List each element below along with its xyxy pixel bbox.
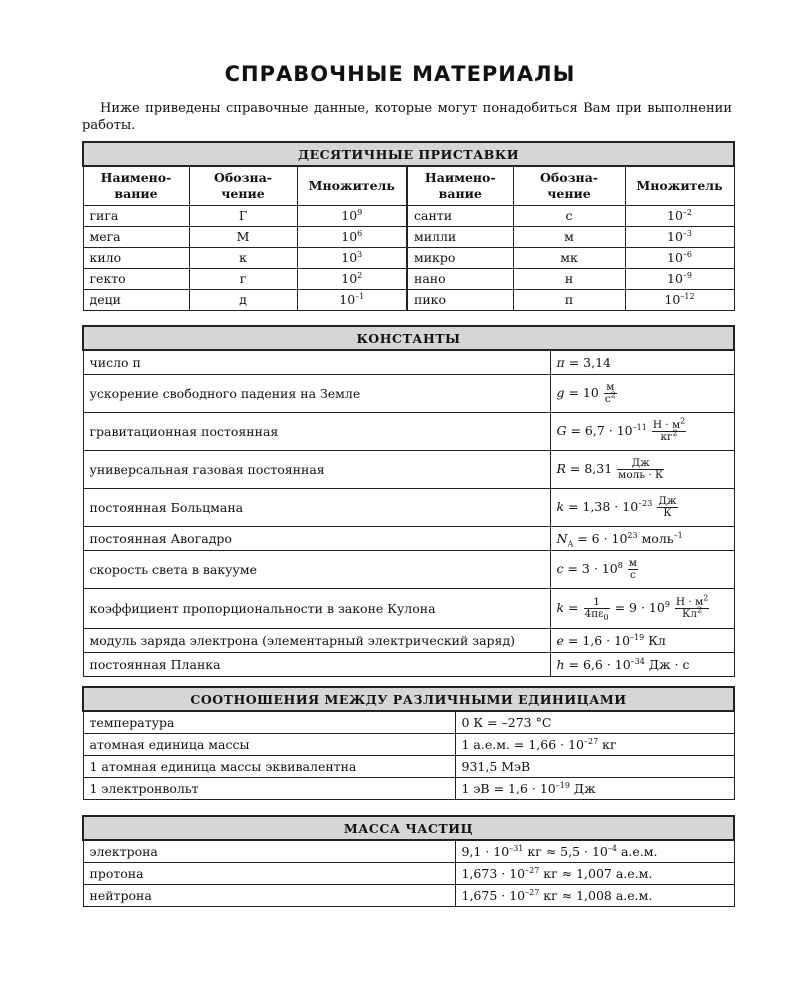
masses-table (82, 815, 735, 907)
constant-row (83, 450, 734, 488)
multiplier-base: 10 (341, 250, 358, 265)
prefix-multiplier (625, 268, 734, 289)
prefix-symbol: М (189, 226, 297, 247)
mass-name: электрона (83, 840, 455, 862)
relation-value: 1 эВ = $1,6 \cdot 10^{-19}$ Дж (455, 777, 734, 799)
mass-value: $9,1 \cdot 10^{-31}$ кг ≈ $5,5 \cdot 10^{-4}$ а.е.м. (455, 840, 734, 862)
constant-row (83, 652, 734, 676)
multiplier-exponent: 9 (357, 207, 363, 217)
prefix-symbol: п (513, 289, 625, 310)
column-header: Обозна- чение (189, 166, 297, 205)
relations-table (82, 686, 735, 800)
relation-name: температура (83, 711, 455, 733)
constant-value: R = 8,31 $\frac{Дж}{\text{моль · К}}$ (550, 450, 734, 488)
constant-row (83, 350, 734, 374)
prefix-name: санти (407, 205, 513, 226)
constants-table (82, 325, 735, 677)
prefixes-heading: ДЕСЯТИЧНЫЕ ПРИСТАВКИ (83, 142, 734, 166)
constant-row (83, 488, 734, 526)
prefix-name: микро (407, 247, 513, 268)
prefix-symbol: м (513, 226, 625, 247)
column-header: Множитель (297, 166, 407, 205)
multiplier-base: 10 (667, 271, 683, 286)
constant-value: $e = 1,6 \cdot 10^{-19}$ Кл (550, 628, 734, 652)
constant-row (83, 588, 734, 628)
prefix-symbol: г (189, 268, 297, 289)
prefix-row (83, 247, 734, 268)
prefix-symbol: н (513, 268, 625, 289)
mass-value: $1,673 \cdot 10^{-27}$ кг ≈ 1,007 а.е.м. (455, 862, 734, 884)
relation-name: 1 атомная единица массы эквивалентна (83, 755, 455, 777)
constant-name: коэффициент пропорциональности в законе Кулона (83, 588, 550, 628)
mass-name: протона (83, 862, 455, 884)
relations-heading: СООТНОШЕНИЯ МЕЖДУ РАЗЛИЧНЫМИ ЕДИНИЦАМИ (83, 687, 734, 711)
constant-name: универсальная газовая постоянная (83, 450, 550, 488)
constant-value: π = 3,14 (550, 350, 734, 374)
relation-value: 1 а.е.м. = $1,66 \cdot 10^{-27}$ кг (455, 733, 734, 755)
relation-row (83, 733, 734, 755)
multiplier-exponent: –12 (680, 291, 695, 301)
column-header: Обозна- чение (513, 166, 625, 205)
column-header: Наимено- вание (407, 166, 513, 205)
prefix-name: милли (407, 226, 513, 247)
intro-text: Ниже приведены справочные данные, которые могут понадобиться Вам при выполнении работы. (82, 101, 732, 133)
constant-name: число π (83, 350, 550, 374)
relation-value: 0 К = –273 °С (455, 711, 734, 733)
constant-name: постоянная Авогадро (83, 526, 550, 550)
multiplier-exponent: 6 (357, 228, 363, 238)
constant-name: гравитационная постоянная (83, 412, 550, 450)
constants-heading: КОНСТАНТЫ (83, 326, 734, 350)
prefix-symbol: д (189, 289, 297, 310)
mass-name: нейтрона (83, 884, 455, 906)
constant-row (83, 628, 734, 652)
prefix-multiplier (297, 226, 407, 247)
constant-name: постоянная Больцмана (83, 488, 550, 526)
constant-value: $G = 6,7 \cdot 10^{-11}$ $\frac{Н \cdot м^2}{кг^2}$ (550, 412, 734, 450)
constant-row (83, 526, 734, 550)
masses-heading: МАССА ЧАСТИЦ (83, 816, 734, 840)
relation-row (83, 777, 734, 799)
prefix-multiplier (297, 289, 407, 310)
constant-row (83, 374, 734, 412)
prefix-multiplier (625, 226, 734, 247)
multiplier-exponent: 3 (357, 249, 363, 259)
prefix-name: кило (83, 247, 189, 268)
constant-value: $N_A = 6 \cdot 10^{23}$ моль$^{-1}$ (550, 526, 734, 550)
relation-row (83, 755, 734, 777)
prefix-symbol: к (189, 247, 297, 268)
prefix-multiplier (625, 247, 734, 268)
constant-name: скорость света в вакууме (83, 550, 550, 588)
prefix-name: гига (83, 205, 189, 226)
multiplier-base: 10 (667, 229, 683, 244)
prefixes-table (82, 141, 735, 311)
constant-name: модуль заряда электрона (элементарный электрический заряд) (83, 628, 550, 652)
multiplier-exponent: –1 (355, 291, 365, 301)
constant-value: $c = 3 \cdot 10^8$ $\frac{м}{с}$ (550, 550, 734, 588)
prefix-multiplier (625, 289, 734, 310)
multiplier-exponent: –6 (682, 249, 692, 259)
column-header: Наимено- вание (83, 166, 189, 205)
prefix-name: гекто (83, 268, 189, 289)
multiplier-exponent: –2 (682, 207, 692, 217)
multiplier-base: 10 (341, 229, 358, 244)
multiplier-exponent: –9 (682, 270, 692, 280)
multiplier-base: 10 (339, 292, 356, 307)
prefix-name: мега (83, 226, 189, 247)
relation-value: 931,5 МэВ (455, 755, 734, 777)
prefix-row (83, 289, 734, 310)
constant-value: k = $\frac{1}{4\pi\varepsilon_0}$ = $9 \cdot 10^9$ $\frac{Н \cdot м^2}{Кл^2}$ (550, 588, 734, 628)
prefix-multiplier (297, 205, 407, 226)
mass-row (83, 884, 734, 906)
prefix-row (83, 226, 734, 247)
column-header: Множитель (625, 166, 734, 205)
mass-value: $1,675 \cdot 10^{-27}$ кг ≈ 1,008 а.е.м. (455, 884, 734, 906)
prefix-name: пико (407, 289, 513, 310)
prefixes-column-headers (83, 166, 734, 205)
prefix-multiplier (625, 205, 734, 226)
relation-name: атомная единица массы (83, 733, 455, 755)
constant-name: ускорение свободного падения на Земле (83, 374, 550, 412)
constant-value: g = 10 $\frac{м}{с^2}$ (550, 374, 734, 412)
constant-row (83, 412, 734, 450)
mass-row (83, 840, 734, 862)
multiplier-base: 10 (667, 208, 683, 223)
prefix-row (83, 205, 734, 226)
prefix-symbol: Г (189, 205, 297, 226)
constant-name: постоянная Планка (83, 652, 550, 676)
constant-row (83, 550, 734, 588)
multiplier-base: 10 (667, 250, 683, 265)
prefix-row (83, 268, 734, 289)
prefix-name: нано (407, 268, 513, 289)
relation-row (83, 711, 734, 733)
constant-value: $k = 1,38 \cdot 10^{-23}$ $\frac{Дж}{К}$ (550, 488, 734, 526)
page-title: СПРАВОЧНЫЕ МАТЕРИАЛЫ (224, 62, 576, 86)
prefix-multiplier (297, 268, 407, 289)
multiplier-exponent: –3 (682, 228, 692, 238)
constant-value: $h = 6,6 \cdot 10^{-34}$ Дж · с (550, 652, 734, 676)
mass-row (83, 862, 734, 884)
prefix-symbol: с (513, 205, 625, 226)
prefix-multiplier (297, 247, 407, 268)
prefix-symbol: мк (513, 247, 625, 268)
relation-name: 1 электронвольт (83, 777, 455, 799)
multiplier-base: 10 (341, 208, 358, 223)
prefix-name: деци (83, 289, 189, 310)
multiplier-exponent: 2 (357, 270, 363, 280)
multiplier-base: 10 (664, 292, 681, 307)
multiplier-base: 10 (341, 271, 358, 286)
